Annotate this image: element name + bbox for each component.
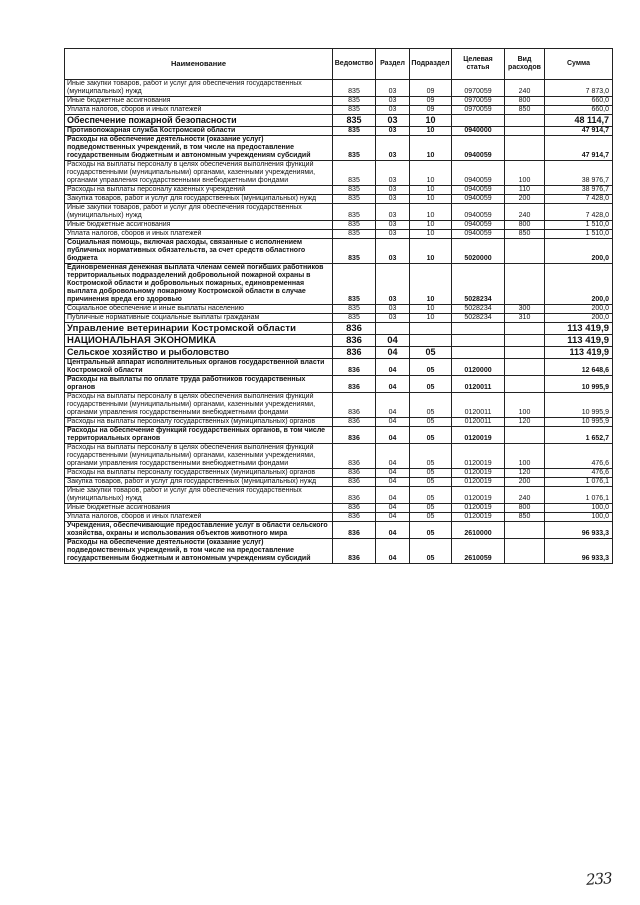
row-vid: 200 <box>505 478 545 487</box>
row-name: Иные закупки товаров, работ и услуг для обеспечения государственных (муниципальных) нужд <box>65 80 333 97</box>
row-target: 0120019 <box>452 427 505 444</box>
row-name: Расходы на обеспечение деятельности (оказание услуг) подведомственных учреждений, в том числе на предоставление государственным бюджетным и автономным учреждениям субсидий <box>65 539 333 564</box>
row-target <box>452 115 505 127</box>
row-summa: 660,0 <box>545 97 613 106</box>
row-summa: 10 995,9 <box>545 376 613 393</box>
row-name: Расходы на выплаты персоналу в целях обеспечения выполнения функций государственными (муниципальными) органами, казенными учреждениями, органами управления государственными внебюджетными фондами <box>65 444 333 469</box>
row-vid <box>505 427 545 444</box>
row-podrazdel: 10 <box>410 186 452 195</box>
row-vid: 240 <box>505 80 545 97</box>
row-vedomstvo: 836 <box>333 393 376 418</box>
table-row <box>65 204 613 221</box>
row-target: 0940059 <box>452 136 505 161</box>
row-vid <box>505 239 545 264</box>
header-vid: Вид расходов <box>505 49 545 80</box>
row-vid <box>505 115 545 127</box>
row-vid <box>505 376 545 393</box>
row-podrazdel: 05 <box>410 522 452 539</box>
row-name: Расходы на выплаты персоналу казенных учреждений <box>65 186 333 195</box>
row-vid: 800 <box>505 221 545 230</box>
row-vid <box>505 264 545 305</box>
row-vedomstvo: 835 <box>333 204 376 221</box>
row-vedomstvo: 835 <box>333 305 376 314</box>
header-podrazdel: Подраздел <box>410 49 452 80</box>
row-target: 5028234 <box>452 264 505 305</box>
row-vid: 100 <box>505 161 545 186</box>
row-summa: 10 995,9 <box>545 418 613 427</box>
row-name: Противопожарная служба Костромской области <box>65 127 333 136</box>
row-podrazdel: 05 <box>410 347 452 359</box>
row-razdel: 04 <box>376 347 410 359</box>
row-name: Единовременная денежная выплата членам семей погибших работников территориальных подразделений добровольной пожарной охраны в Костромской области и добровольных пожарных, единовременная выплата добровольному пожарному Костромской области в случае причинения вреда его здоровью <box>65 264 333 305</box>
row-target: 0120019 <box>452 504 505 513</box>
table-row <box>65 376 613 393</box>
row-target: 0120011 <box>452 418 505 427</box>
row-target: 0940059 <box>452 221 505 230</box>
row-vedomstvo: 836 <box>333 376 376 393</box>
row-podrazdel: 05 <box>410 478 452 487</box>
row-podrazdel <box>410 335 452 347</box>
row-target <box>452 335 505 347</box>
row-vedomstvo: 836 <box>333 513 376 522</box>
row-vid: 120 <box>505 469 545 478</box>
table-row <box>65 335 613 347</box>
row-target: 0120000 <box>452 359 505 376</box>
header-target: Целевая статья <box>452 49 505 80</box>
header-vedomstvo: Ведомство <box>333 49 376 80</box>
row-razdel: 04 <box>376 513 410 522</box>
row-podrazdel <box>410 323 452 335</box>
row-summa: 7 428,0 <box>545 204 613 221</box>
row-razdel: 04 <box>376 376 410 393</box>
row-vid: 300 <box>505 305 545 314</box>
table-row <box>65 359 613 376</box>
row-vedomstvo: 835 <box>333 115 376 127</box>
row-summa: 476,6 <box>545 444 613 469</box>
row-target: 0940059 <box>452 186 505 195</box>
table-row <box>65 127 613 136</box>
row-vedomstvo: 836 <box>333 469 376 478</box>
row-name: Центральный аппарат исполнительных органов государственной власти Костромской области <box>65 359 333 376</box>
row-summa: 1 510,0 <box>545 230 613 239</box>
row-summa: 96 933,3 <box>545 539 613 564</box>
row-razdel: 03 <box>376 195 410 204</box>
table-row <box>65 106 613 115</box>
row-target: 0970059 <box>452 80 505 97</box>
row-vedomstvo: 836 <box>333 487 376 504</box>
budget-table-page <box>64 48 612 564</box>
row-razdel: 03 <box>376 239 410 264</box>
table-row <box>65 161 613 186</box>
row-razdel: 04 <box>376 539 410 564</box>
row-summa: 38 976,7 <box>545 161 613 186</box>
row-vid: 800 <box>505 504 545 513</box>
row-podrazdel: 10 <box>410 136 452 161</box>
row-razdel: 03 <box>376 305 410 314</box>
row-razdel: 03 <box>376 80 410 97</box>
row-name: Расходы на выплаты персоналу государственных (муниципальных) органов <box>65 418 333 427</box>
row-summa: 200,0 <box>545 305 613 314</box>
row-summa: 113 419,9 <box>545 347 613 359</box>
row-vedomstvo: 836 <box>333 522 376 539</box>
row-vid <box>505 335 545 347</box>
row-summa: 1 652,7 <box>545 427 613 444</box>
table-row <box>65 136 613 161</box>
row-target: 0120011 <box>452 376 505 393</box>
row-razdel: 03 <box>376 127 410 136</box>
row-summa: 1 076,1 <box>545 478 613 487</box>
row-vid: 120 <box>505 418 545 427</box>
table-row <box>65 230 613 239</box>
row-name: Публичные нормативные социальные выплаты гражданам <box>65 314 333 323</box>
row-vedomstvo: 835 <box>333 161 376 186</box>
table-row <box>65 522 613 539</box>
row-name: Иные бюджетные ассигнования <box>65 221 333 230</box>
row-vid <box>505 127 545 136</box>
row-podrazdel: 09 <box>410 106 452 115</box>
row-podrazdel: 10 <box>410 204 452 221</box>
row-summa: 7 873,0 <box>545 80 613 97</box>
row-name: Сельское хозяйство и рыболовство <box>65 347 333 359</box>
row-target: 0120019 <box>452 469 505 478</box>
row-vedomstvo: 836 <box>333 539 376 564</box>
table-row <box>65 323 613 335</box>
row-vedomstvo: 835 <box>333 221 376 230</box>
row-vedomstvo: 835 <box>333 97 376 106</box>
row-name: Учреждения, обеспечивающие предоставление услуг в области сельского хозяйства, охраны и использования объектов животного мира <box>65 522 333 539</box>
row-podrazdel: 10 <box>410 264 452 305</box>
row-name: Расходы на обеспечение функций государственных органов, в том числе территориальных органов <box>65 427 333 444</box>
row-podrazdel: 09 <box>410 80 452 97</box>
row-target: 5028234 <box>452 314 505 323</box>
row-razdel: 04 <box>376 418 410 427</box>
row-summa: 1 076,1 <box>545 487 613 504</box>
row-name: Иные закупки товаров, работ и услуг для обеспечения государственных (муниципальных) нужд <box>65 204 333 221</box>
row-razdel: 04 <box>376 469 410 478</box>
row-podrazdel: 05 <box>410 469 452 478</box>
row-vid: 100 <box>505 444 545 469</box>
row-vid <box>505 359 545 376</box>
row-podrazdel: 10 <box>410 221 452 230</box>
table-row <box>65 314 613 323</box>
row-target: 0970059 <box>452 106 505 115</box>
header-name: Наименование <box>65 49 333 80</box>
row-vedomstvo: 836 <box>333 335 376 347</box>
row-vedomstvo: 835 <box>333 106 376 115</box>
row-target: 0940059 <box>452 195 505 204</box>
table-row <box>65 97 613 106</box>
row-razdel: 03 <box>376 115 410 127</box>
row-podrazdel: 05 <box>410 444 452 469</box>
row-vid <box>505 539 545 564</box>
row-target: 0120019 <box>452 487 505 504</box>
row-target: 0120019 <box>452 444 505 469</box>
row-summa: 200,0 <box>545 314 613 323</box>
row-vedomstvo: 835 <box>333 136 376 161</box>
row-podrazdel: 10 <box>410 195 452 204</box>
row-summa: 48 114,7 <box>545 115 613 127</box>
row-razdel: 03 <box>376 97 410 106</box>
row-summa: 7 428,0 <box>545 195 613 204</box>
row-summa: 38 976,7 <box>545 186 613 195</box>
row-name: Иные бюджетные ассигнования <box>65 97 333 106</box>
row-razdel: 03 <box>376 204 410 221</box>
row-target: 2610059 <box>452 539 505 564</box>
row-name: Обеспечение пожарной безопасности <box>65 115 333 127</box>
row-vedomstvo: 835 <box>333 195 376 204</box>
table-row <box>65 418 613 427</box>
row-razdel: 03 <box>376 186 410 195</box>
row-podrazdel: 05 <box>410 393 452 418</box>
row-target: 2610000 <box>452 522 505 539</box>
row-vedomstvo: 836 <box>333 478 376 487</box>
table-row <box>65 347 613 359</box>
row-name: Иные бюджетные ассигнования <box>65 504 333 513</box>
row-vedomstvo: 836 <box>333 347 376 359</box>
budget-table <box>64 48 613 564</box>
row-vid: 850 <box>505 230 545 239</box>
row-podrazdel: 05 <box>410 359 452 376</box>
row-summa: 660,0 <box>545 106 613 115</box>
row-name: Закупка товаров, работ и услуг для государственных (муниципальных) нужд <box>65 478 333 487</box>
row-name: Уплата налогов, сборов и иных платежей <box>65 513 333 522</box>
row-target: 0940059 <box>452 230 505 239</box>
row-name: Уплата налогов, сборов и иных платежей <box>65 106 333 115</box>
row-podrazdel: 10 <box>410 115 452 127</box>
row-vid: 110 <box>505 186 545 195</box>
table-row <box>65 393 613 418</box>
row-podrazdel: 10 <box>410 239 452 264</box>
table-row <box>65 478 613 487</box>
row-razdel: 03 <box>376 314 410 323</box>
table-row <box>65 239 613 264</box>
row-podrazdel: 10 <box>410 305 452 314</box>
table-row <box>65 115 613 127</box>
table-header-row <box>65 49 613 80</box>
row-vedomstvo: 836 <box>333 427 376 444</box>
row-razdel: 04 <box>376 522 410 539</box>
row-name: Управление ветеринарии Костромской области <box>65 323 333 335</box>
row-summa: 47 914,7 <box>545 136 613 161</box>
row-name: Социальная помощь, включая расходы, связанные с исполнением публичных нормативных обязательств, за счет средств областного бюджета <box>65 239 333 264</box>
row-name: Уплата налогов, сборов и иных платежей <box>65 230 333 239</box>
row-vid: 850 <box>505 513 545 522</box>
row-vid: 800 <box>505 97 545 106</box>
row-target: 0940059 <box>452 161 505 186</box>
row-summa: 200,0 <box>545 239 613 264</box>
table-row <box>65 487 613 504</box>
header-summa: Сумма <box>545 49 613 80</box>
row-razdel: 04 <box>376 478 410 487</box>
header-razdel: Раздел <box>376 49 410 80</box>
row-summa: 12 648,6 <box>545 359 613 376</box>
row-vid: 200 <box>505 195 545 204</box>
row-summa: 113 419,9 <box>545 323 613 335</box>
row-name: НАЦИОНАЛЬНАЯ ЭКОНОМИКА <box>65 335 333 347</box>
row-summa: 10 995,9 <box>545 393 613 418</box>
row-target <box>452 347 505 359</box>
row-name: Иные закупки товаров, работ и услуг для обеспечения государственных (муниципальных) нужд <box>65 487 333 504</box>
row-podrazdel: 05 <box>410 376 452 393</box>
table-row <box>65 305 613 314</box>
row-razdel: 04 <box>376 504 410 513</box>
row-razdel: 03 <box>376 221 410 230</box>
row-vid <box>505 522 545 539</box>
table-row <box>65 195 613 204</box>
row-podrazdel: 10 <box>410 314 452 323</box>
row-podrazdel: 09 <box>410 97 452 106</box>
row-target: 0940000 <box>452 127 505 136</box>
row-summa: 100,0 <box>545 513 613 522</box>
row-razdel: 03 <box>376 264 410 305</box>
row-target: 0970059 <box>452 97 505 106</box>
row-vid: 850 <box>505 106 545 115</box>
row-summa: 96 933,3 <box>545 522 613 539</box>
row-podrazdel: 05 <box>410 539 452 564</box>
row-target <box>452 323 505 335</box>
row-name: Расходы на обеспечение деятельности (оказание услуг) подведомственных учреждений, в том числе на предоставление государственным бюджетным и автономным учреждениям субсидий <box>65 136 333 161</box>
row-razdel: 03 <box>376 161 410 186</box>
row-vedomstvo: 835 <box>333 264 376 305</box>
row-podrazdel: 10 <box>410 230 452 239</box>
row-razdel: 04 <box>376 335 410 347</box>
table-row <box>65 221 613 230</box>
table-row <box>65 513 613 522</box>
row-target: 5028234 <box>452 305 505 314</box>
row-target: 0940059 <box>452 204 505 221</box>
row-podrazdel: 05 <box>410 427 452 444</box>
row-target: 5020000 <box>452 239 505 264</box>
row-vedomstvo: 835 <box>333 127 376 136</box>
row-summa: 476,6 <box>545 469 613 478</box>
row-razdel: 04 <box>376 393 410 418</box>
row-podrazdel: 05 <box>410 418 452 427</box>
row-vid <box>505 136 545 161</box>
table-row <box>65 504 613 513</box>
table-row <box>65 539 613 564</box>
row-vedomstvo: 836 <box>333 444 376 469</box>
row-vid <box>505 347 545 359</box>
row-name: Закупка товаров, работ и услуг для государственных (муниципальных) нужд <box>65 195 333 204</box>
row-vedomstvo: 836 <box>333 418 376 427</box>
row-podrazdel: 05 <box>410 504 452 513</box>
row-summa: 113 419,9 <box>545 335 613 347</box>
page-number: 233 <box>585 869 613 889</box>
row-razdel: 04 <box>376 359 410 376</box>
row-summa: 100,0 <box>545 504 613 513</box>
row-vedomstvo: 835 <box>333 314 376 323</box>
row-target: 0120019 <box>452 513 505 522</box>
table-row <box>65 427 613 444</box>
row-vid: 310 <box>505 314 545 323</box>
row-razdel: 04 <box>376 427 410 444</box>
row-name: Расходы на выплаты по оплате труда работников государственных органов <box>65 376 333 393</box>
row-vedomstvo: 836 <box>333 323 376 335</box>
table-row <box>65 264 613 305</box>
row-target: 0120011 <box>452 393 505 418</box>
row-razdel: 04 <box>376 487 410 504</box>
row-razdel: 04 <box>376 444 410 469</box>
row-razdel <box>376 323 410 335</box>
row-podrazdel: 10 <box>410 127 452 136</box>
row-name: Расходы на выплаты персоналу государственных (муниципальных) органов <box>65 469 333 478</box>
row-podrazdel: 05 <box>410 487 452 504</box>
row-vid: 100 <box>505 393 545 418</box>
row-target: 0120019 <box>452 478 505 487</box>
row-razdel: 03 <box>376 136 410 161</box>
row-vedomstvo: 836 <box>333 359 376 376</box>
table-row <box>65 469 613 478</box>
row-vid: 240 <box>505 487 545 504</box>
table-row <box>65 80 613 97</box>
row-summa: 200,0 <box>545 264 613 305</box>
row-vedomstvo: 836 <box>333 504 376 513</box>
row-razdel: 03 <box>376 106 410 115</box>
row-vedomstvo: 835 <box>333 80 376 97</box>
row-vid <box>505 323 545 335</box>
row-vid: 240 <box>505 204 545 221</box>
row-podrazdel: 05 <box>410 513 452 522</box>
row-vedomstvo: 835 <box>333 230 376 239</box>
row-name: Социальное обеспечение и иные выплаты населению <box>65 305 333 314</box>
row-summa: 1 510,0 <box>545 221 613 230</box>
table-row <box>65 186 613 195</box>
row-vedomstvo: 835 <box>333 239 376 264</box>
row-razdel: 03 <box>376 230 410 239</box>
row-name: Расходы на выплаты персоналу в целях обеспечения выполнения функций государственными (муниципальными) органами, казенными учреждениями, органами управления государственными внебюджетными фондами <box>65 393 333 418</box>
row-podrazdel: 10 <box>410 161 452 186</box>
row-name: Расходы на выплаты персоналу в целях обеспечения выполнения функций государственными (муниципальными) органами, казенными учреждениями, органами управления государственными внебюджетными фондами <box>65 161 333 186</box>
table-row <box>65 444 613 469</box>
row-vedomstvo: 835 <box>333 186 376 195</box>
row-summa: 47 914,7 <box>545 127 613 136</box>
